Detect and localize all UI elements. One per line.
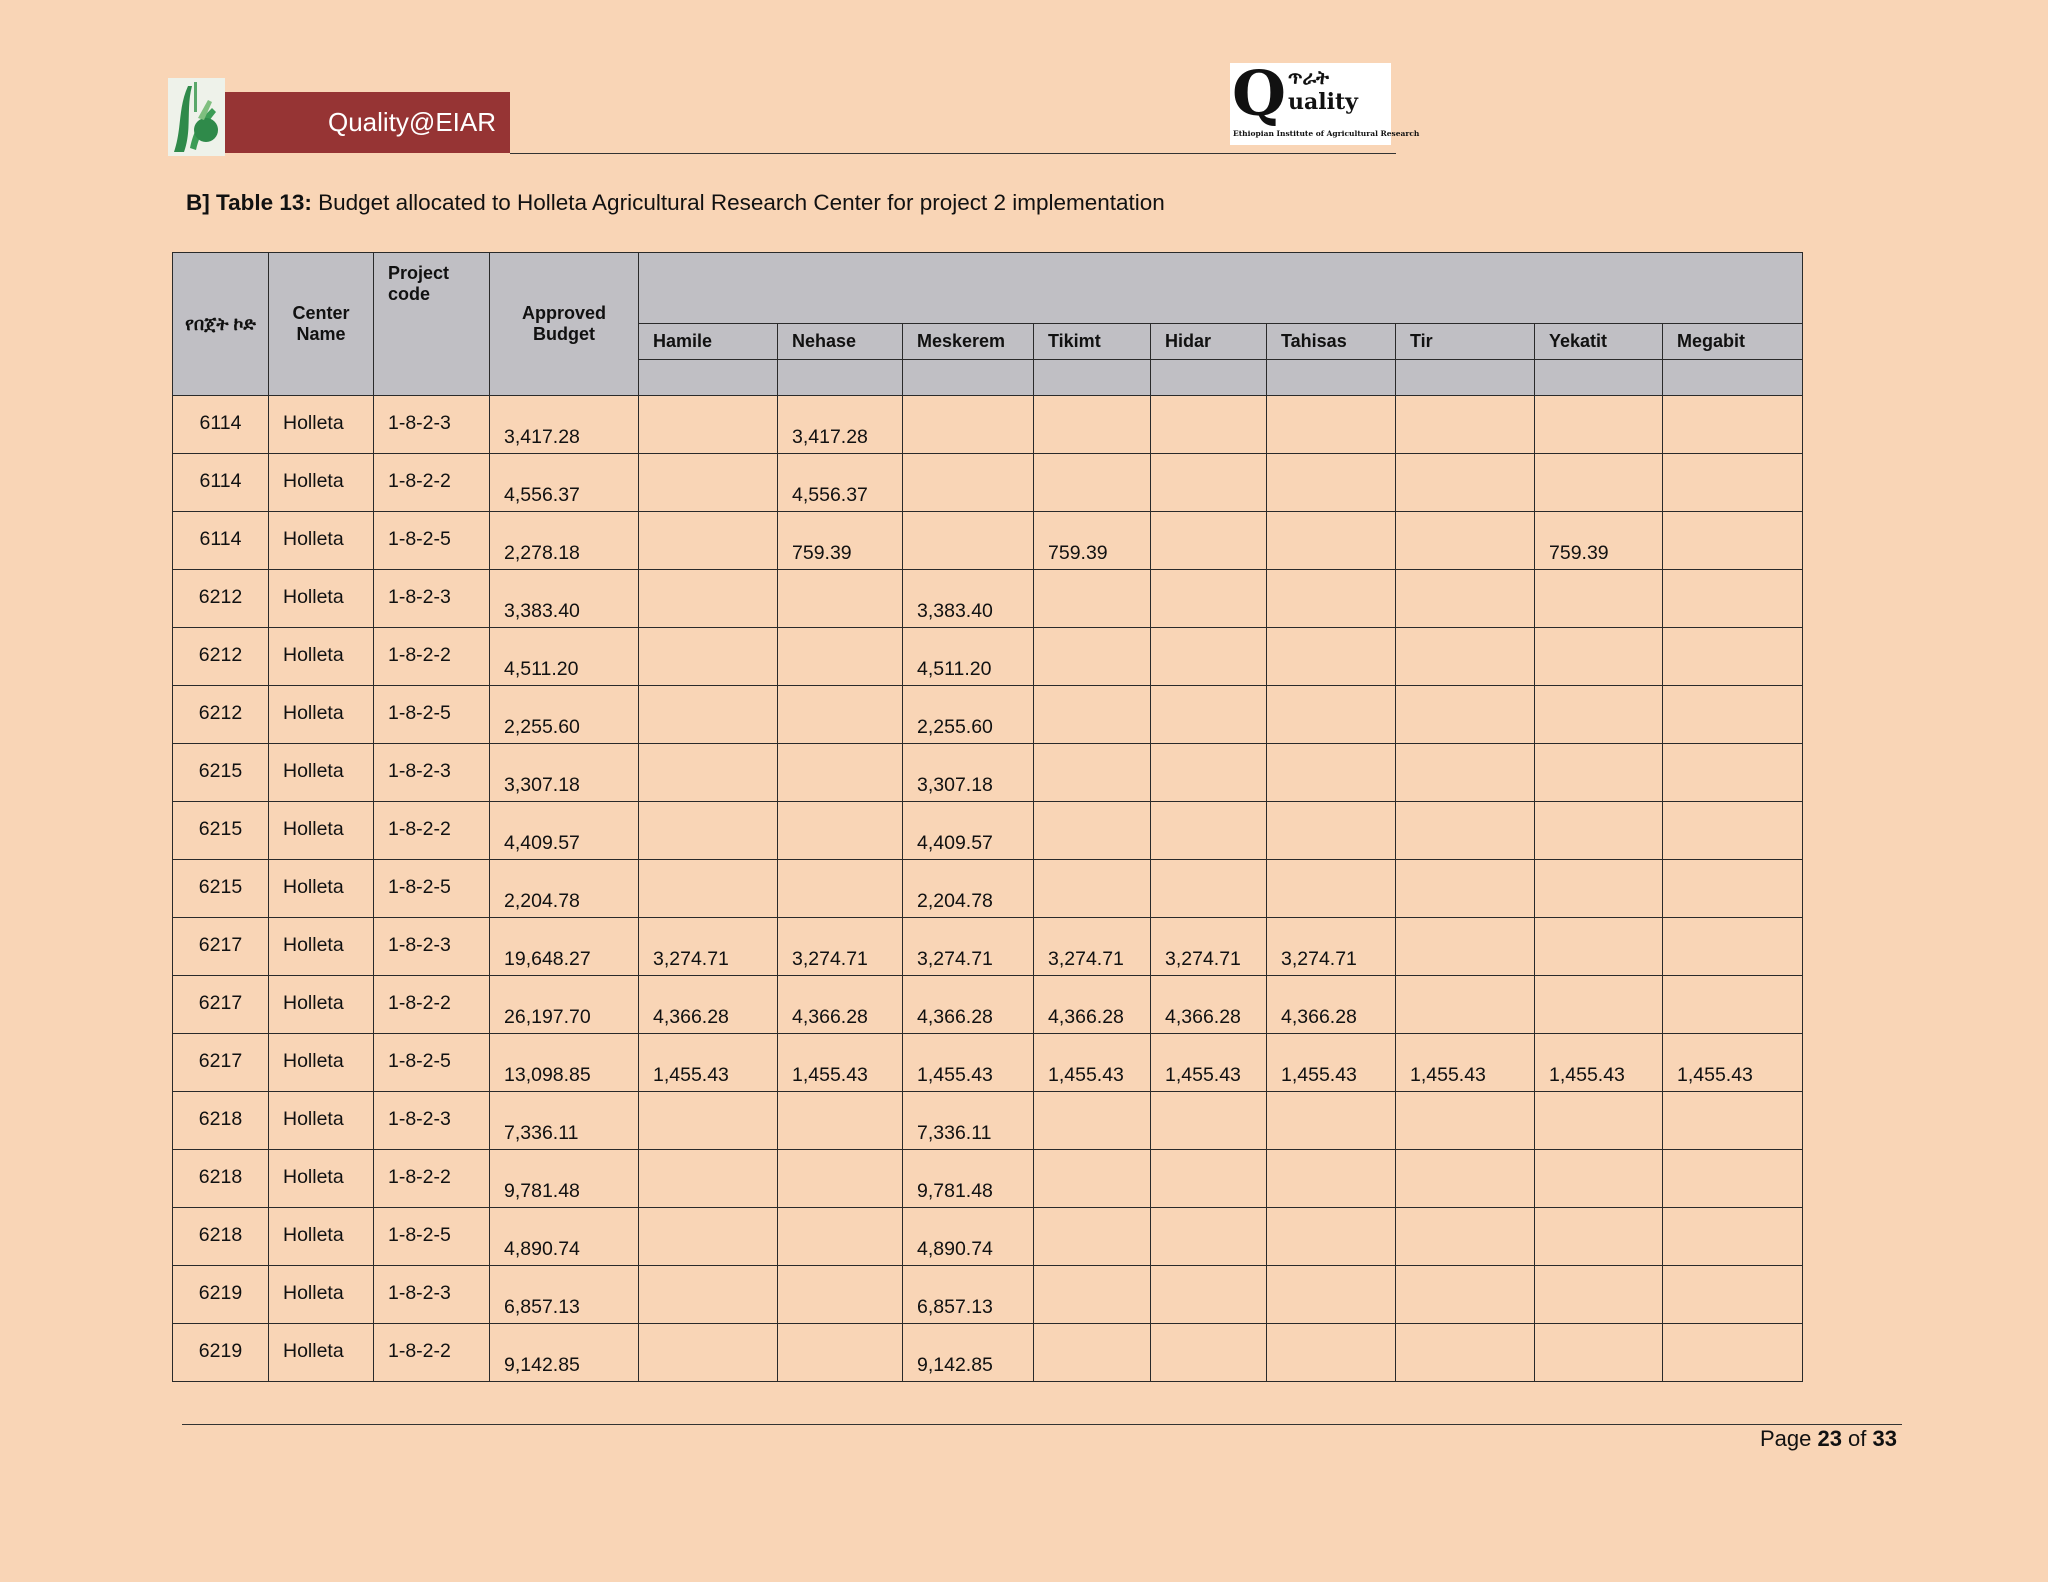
month-value-cell-hidar [1151, 1150, 1267, 1208]
month-value-cell-meskerem [903, 396, 1034, 454]
month-value-cell-hidar [1151, 512, 1267, 570]
budget-table [172, 252, 1803, 1382]
approved-budget-cell: 3,417.28 [490, 396, 639, 454]
month-value-cell-meskerem [903, 454, 1034, 512]
month-value-cell-tikimt [1034, 1150, 1151, 1208]
project-code-cell: 1-8-2-5 [374, 860, 490, 918]
month-value-cell-tahisas [1267, 396, 1396, 454]
header-month-tikimt: Tikimt [1034, 324, 1151, 360]
table-row [173, 1150, 1803, 1208]
month-value-cell-meskerem: 4,890.74 [903, 1208, 1034, 1266]
approved-budget-cell: 9,781.48 [490, 1150, 639, 1208]
month-value-cell-hidar [1151, 1266, 1267, 1324]
month-value-cell-hidar [1151, 744, 1267, 802]
month-value-cell-tahisas [1267, 744, 1396, 802]
month-value-cell-tir [1396, 570, 1535, 628]
month-value-cell-tahisas [1267, 454, 1396, 512]
month-value-cell-tahisas [1267, 570, 1396, 628]
header-month-yekatit: Yekatit [1535, 324, 1663, 360]
month-value-cell-yekatit [1535, 396, 1663, 454]
month-value-cell-tir [1396, 628, 1535, 686]
project-code-cell: 1-8-2-2 [374, 454, 490, 512]
month-value-cell-hamile [639, 512, 778, 570]
header-center-name: Center Name [269, 253, 374, 396]
budget-code-cell: 6114 [173, 454, 269, 512]
month-value-cell-tahisas [1267, 1266, 1396, 1324]
table-row [173, 918, 1803, 976]
header-month-blank-cell [1535, 360, 1663, 396]
month-value-cell-megabit [1663, 628, 1803, 686]
project-code-cell: 1-8-2-3 [374, 570, 490, 628]
quality-logo [1230, 57, 1420, 145]
month-value-cell-hidar: 4,366.28 [1151, 976, 1267, 1034]
center-name-cell: Holleta [269, 802, 374, 860]
header-month-megabit: Megabit [1663, 324, 1803, 360]
month-value-cell-megabit [1663, 396, 1803, 454]
table-row [173, 860, 1803, 918]
month-value-cell-hamile [639, 1324, 778, 1382]
budget-code-cell: 6212 [173, 686, 269, 744]
approved-budget-cell: 26,197.70 [490, 976, 639, 1034]
month-value-cell-hidar [1151, 570, 1267, 628]
month-value-cell-yekatit [1535, 628, 1663, 686]
approved-budget-cell: 2,278.18 [490, 512, 639, 570]
month-value-cell-nehase: 3,417.28 [778, 396, 903, 454]
month-value-cell-hidar [1151, 628, 1267, 686]
month-value-cell-hamile [639, 1150, 778, 1208]
month-value-cell-nehase [778, 1266, 903, 1324]
project-code-cell: 1-8-2-3 [374, 1092, 490, 1150]
center-name-cell: Holleta [269, 1034, 374, 1092]
table-row [173, 1092, 1803, 1150]
header-month-blank-cell [1396, 360, 1535, 396]
table-row [173, 570, 1803, 628]
table-row [173, 396, 1803, 454]
month-value-cell-yekatit: 1,455.43 [1535, 1034, 1663, 1092]
month-value-cell-hamile: 1,455.43 [639, 1034, 778, 1092]
header-month-blank-cell [1267, 360, 1396, 396]
month-value-cell-megabit [1663, 1150, 1803, 1208]
header-month-tir: Tir [1396, 324, 1535, 360]
table-row [173, 454, 1803, 512]
month-value-cell-tikimt: 1,455.43 [1034, 1034, 1151, 1092]
month-value-cell-tikimt: 4,366.28 [1034, 976, 1151, 1034]
month-value-cell-yekatit [1535, 1266, 1663, 1324]
budget-code-cell: 6217 [173, 918, 269, 976]
month-value-cell-tahisas [1267, 686, 1396, 744]
approved-budget-cell: 13,098.85 [490, 1034, 639, 1092]
budget-code-cell: 6114 [173, 512, 269, 570]
month-value-cell-hamile: 3,274.71 [639, 918, 778, 976]
month-value-cell-tir [1396, 744, 1535, 802]
month-value-cell-tir [1396, 686, 1535, 744]
month-value-cell-megabit [1663, 570, 1803, 628]
month-value-cell-nehase: 1,455.43 [778, 1034, 903, 1092]
header-approved-budget: Approved Budget [490, 253, 639, 396]
month-value-cell-tikimt [1034, 570, 1151, 628]
month-value-cell-hidar [1151, 454, 1267, 512]
month-value-cell-yekatit [1535, 1150, 1663, 1208]
month-value-cell-meskerem: 7,336.11 [903, 1092, 1034, 1150]
approved-budget-cell: 4,409.57 [490, 802, 639, 860]
month-value-cell-hidar: 3,274.71 [1151, 918, 1267, 976]
month-value-cell-megabit: 1,455.43 [1663, 1034, 1803, 1092]
month-value-cell-hamile [639, 454, 778, 512]
month-value-cell-hidar [1151, 686, 1267, 744]
header-month-tahisas: Tahisas [1267, 324, 1396, 360]
month-value-cell-megabit [1663, 744, 1803, 802]
month-value-cell-megabit [1663, 860, 1803, 918]
month-value-cell-megabit [1663, 686, 1803, 744]
header-month-blank-cell [639, 360, 778, 396]
month-value-cell-meskerem: 3,383.40 [903, 570, 1034, 628]
budget-code-cell: 6217 [173, 976, 269, 1034]
month-value-cell-yekatit [1535, 1208, 1663, 1266]
month-value-cell-megabit [1663, 918, 1803, 976]
quality-logo-letter: Q [1232, 57, 1287, 130]
month-value-cell-nehase [778, 1324, 903, 1382]
header-budget-code: የበጀት ኮድ [173, 253, 269, 396]
header-project-code: Project code [374, 253, 490, 396]
center-name-cell: Holleta [269, 570, 374, 628]
quality-logo-word: uality [1288, 89, 1358, 115]
table-row [173, 744, 1803, 802]
month-value-cell-tikimt [1034, 454, 1151, 512]
caption-text: Budget allocated to Holleta Agricultural Research Center for project 2 implementation [311, 190, 1165, 215]
approved-budget-cell: 4,511.20 [490, 628, 639, 686]
budget-code-cell: 6212 [173, 570, 269, 628]
project-code-cell: 1-8-2-2 [374, 802, 490, 860]
approved-budget-cell: 3,383.40 [490, 570, 639, 628]
month-value-cell-tahisas [1267, 1150, 1396, 1208]
month-value-cell-hamile [639, 396, 778, 454]
month-value-cell-yekatit [1535, 686, 1663, 744]
month-value-cell-nehase: 4,366.28 [778, 976, 903, 1034]
month-value-cell-tahisas [1267, 1324, 1396, 1382]
month-value-cell-nehase: 3,274.71 [778, 918, 903, 976]
month-value-cell-yekatit: 759.39 [1535, 512, 1663, 570]
page-total: 33 [1872, 1426, 1897, 1451]
project-code-cell: 1-8-2-5 [374, 686, 490, 744]
page-number [1760, 1426, 1897, 1452]
month-value-cell-tir [1396, 454, 1535, 512]
month-value-cell-hidar [1151, 860, 1267, 918]
month-value-cell-megabit [1663, 1208, 1803, 1266]
center-name-cell: Holleta [269, 1266, 374, 1324]
month-value-cell-meskerem: 9,142.85 [903, 1324, 1034, 1382]
center-name-cell: Holleta [269, 396, 374, 454]
month-value-cell-tikimt [1034, 860, 1151, 918]
center-name-cell: Holleta [269, 512, 374, 570]
project-code-cell: 1-8-2-2 [374, 976, 490, 1034]
month-value-cell-yekatit [1535, 1324, 1663, 1382]
table-row [173, 1266, 1803, 1324]
month-value-cell-megabit [1663, 512, 1803, 570]
banner-title: Quality@EIAR [328, 107, 496, 137]
header-banner [225, 92, 510, 153]
month-value-cell-hamile [639, 1208, 778, 1266]
budget-code-cell: 6219 [173, 1324, 269, 1382]
table-row [173, 802, 1803, 860]
approved-budget-cell: 2,255.60 [490, 686, 639, 744]
month-value-cell-megabit [1663, 1092, 1803, 1150]
month-value-cell-hamile [639, 686, 778, 744]
month-value-cell-yekatit [1535, 454, 1663, 512]
quality-logo-amharic: ጥራት [1288, 67, 1329, 89]
month-value-cell-nehase [778, 1092, 903, 1150]
project-code-cell: 1-8-2-2 [374, 1150, 490, 1208]
month-value-cell-nehase [778, 1208, 903, 1266]
center-name-cell: Holleta [269, 1092, 374, 1150]
month-value-cell-tir [1396, 1092, 1535, 1150]
month-value-cell-yekatit [1535, 802, 1663, 860]
budget-code-cell: 6217 [173, 1034, 269, 1092]
month-value-cell-tikimt [1034, 802, 1151, 860]
month-value-cell-tikimt [1034, 1324, 1151, 1382]
month-value-cell-meskerem: 3,274.71 [903, 918, 1034, 976]
footer-divider [182, 1424, 1902, 1425]
budget-code-cell: 6219 [173, 1266, 269, 1324]
header-month-blank-cell [778, 360, 903, 396]
month-value-cell-megabit [1663, 454, 1803, 512]
month-value-cell-tikimt: 759.39 [1034, 512, 1151, 570]
center-name-cell: Holleta [269, 1150, 374, 1208]
project-code-cell: 1-8-2-3 [374, 1266, 490, 1324]
table-row [173, 976, 1803, 1034]
project-code-cell: 1-8-2-3 [374, 396, 490, 454]
month-value-cell-hamile [639, 802, 778, 860]
header-divider [510, 153, 1396, 154]
header-month-group [639, 253, 1803, 324]
month-value-cell-meskerem: 3,307.18 [903, 744, 1034, 802]
project-code-cell: 1-8-2-3 [374, 918, 490, 976]
month-value-cell-megabit [1663, 802, 1803, 860]
month-value-cell-hidar [1151, 802, 1267, 860]
table-row [173, 512, 1803, 570]
month-value-cell-tahisas: 4,366.28 [1267, 976, 1396, 1034]
approved-budget-cell: 9,142.85 [490, 1324, 639, 1382]
month-value-cell-tir [1396, 802, 1535, 860]
table-row [173, 686, 1803, 744]
center-name-cell: Holleta [269, 976, 374, 1034]
month-value-cell-meskerem [903, 512, 1034, 570]
month-value-cell-nehase [778, 744, 903, 802]
table-row [173, 1208, 1803, 1266]
month-value-cell-hamile: 4,366.28 [639, 976, 778, 1034]
month-value-cell-tahisas [1267, 628, 1396, 686]
caption-label: B] Table 13: [186, 190, 312, 215]
month-value-cell-nehase [778, 860, 903, 918]
project-code-cell: 1-8-2-2 [374, 628, 490, 686]
month-value-cell-yekatit [1535, 860, 1663, 918]
center-name-cell: Holleta [269, 454, 374, 512]
month-value-cell-tahisas [1267, 1092, 1396, 1150]
month-value-cell-nehase [778, 628, 903, 686]
month-value-cell-nehase [778, 686, 903, 744]
project-code-cell: 1-8-2-5 [374, 1208, 490, 1266]
month-value-cell-megabit [1663, 1324, 1803, 1382]
month-value-cell-nehase [778, 570, 903, 628]
month-value-cell-hamile [639, 1266, 778, 1324]
table-caption [186, 190, 1165, 216]
month-value-cell-tikimt [1034, 1208, 1151, 1266]
month-value-cell-nehase: 4,556.37 [778, 454, 903, 512]
month-value-cell-meskerem: 4,511.20 [903, 628, 1034, 686]
project-code-cell: 1-8-2-5 [374, 1034, 490, 1092]
month-value-cell-tahisas [1267, 802, 1396, 860]
page-of: of [1841, 1426, 1873, 1451]
month-value-cell-yekatit [1535, 976, 1663, 1034]
month-value-cell-tir [1396, 918, 1535, 976]
header-month-nehase: Nehase [778, 324, 903, 360]
budget-code-cell: 6212 [173, 628, 269, 686]
approved-budget-cell: 4,556.37 [490, 454, 639, 512]
month-value-cell-hidar [1151, 1208, 1267, 1266]
month-value-cell-tir [1396, 976, 1535, 1034]
header-month-blank-cell [1663, 360, 1803, 396]
quality-logo-institute: Ethiopian Institute of Agricultural Research [1233, 129, 1420, 138]
month-value-cell-tir [1396, 860, 1535, 918]
month-value-cell-nehase [778, 1150, 903, 1208]
month-value-cell-tikimt: 3,274.71 [1034, 918, 1151, 976]
month-value-cell-hamile [639, 744, 778, 802]
table-row [173, 1324, 1803, 1382]
month-value-cell-tahisas: 3,274.71 [1267, 918, 1396, 976]
eiar-logo [168, 78, 225, 156]
month-value-cell-meskerem: 1,455.43 [903, 1034, 1034, 1092]
month-value-cell-hamile [639, 570, 778, 628]
month-value-cell-hidar [1151, 1092, 1267, 1150]
month-value-cell-yekatit [1535, 918, 1663, 976]
page-current: 23 [1817, 1426, 1842, 1451]
month-value-cell-tir [1396, 1266, 1535, 1324]
approved-budget-cell: 3,307.18 [490, 744, 639, 802]
month-value-cell-tikimt [1034, 1266, 1151, 1324]
month-value-cell-tikimt [1034, 686, 1151, 744]
header-month-meskerem: Meskerem [903, 324, 1034, 360]
month-value-cell-tahisas: 1,455.43 [1267, 1034, 1396, 1092]
month-value-cell-hamile [639, 628, 778, 686]
month-value-cell-tikimt [1034, 1092, 1151, 1150]
center-name-cell: Holleta [269, 686, 374, 744]
month-value-cell-yekatit [1535, 1092, 1663, 1150]
approved-budget-cell: 2,204.78 [490, 860, 639, 918]
center-name-cell: Holleta [269, 918, 374, 976]
header-month-blank-cell [1151, 360, 1267, 396]
month-value-cell-hidar [1151, 1324, 1267, 1382]
month-value-cell-hidar [1151, 396, 1267, 454]
header-month-hamile: Hamile [639, 324, 778, 360]
month-value-cell-tahisas [1267, 860, 1396, 918]
month-value-cell-tir: 1,455.43 [1396, 1034, 1535, 1092]
approved-budget-cell: 4,890.74 [490, 1208, 639, 1266]
month-value-cell-tahisas [1267, 512, 1396, 570]
month-value-cell-meskerem: 4,409.57 [903, 802, 1034, 860]
center-name-cell: Holleta [269, 860, 374, 918]
approved-budget-cell: 7,336.11 [490, 1092, 639, 1150]
header-month-blank-cell [903, 360, 1034, 396]
month-value-cell-nehase [778, 802, 903, 860]
month-value-cell-meskerem: 4,366.28 [903, 976, 1034, 1034]
approved-budget-cell: 6,857.13 [490, 1266, 639, 1324]
month-value-cell-nehase: 759.39 [778, 512, 903, 570]
month-value-cell-hidar: 1,455.43 [1151, 1034, 1267, 1092]
month-value-cell-hamile [639, 1092, 778, 1150]
month-value-cell-tir [1396, 512, 1535, 570]
center-name-cell: Holleta [269, 628, 374, 686]
header-month-blank-cell [1034, 360, 1151, 396]
month-value-cell-hamile [639, 860, 778, 918]
budget-code-cell: 6215 [173, 744, 269, 802]
page-word: Page [1759, 1426, 1818, 1451]
month-value-cell-meskerem: 6,857.13 [903, 1266, 1034, 1324]
budget-code-cell: 6215 [173, 860, 269, 918]
month-value-cell-meskerem: 2,255.60 [903, 686, 1034, 744]
month-value-cell-tikimt [1034, 396, 1151, 454]
month-value-cell-meskerem: 2,204.78 [903, 860, 1034, 918]
budget-code-cell: 6218 [173, 1150, 269, 1208]
month-value-cell-tir [1396, 396, 1535, 454]
project-code-cell: 1-8-2-5 [374, 512, 490, 570]
month-value-cell-megabit [1663, 1266, 1803, 1324]
month-value-cell-tir [1396, 1324, 1535, 1382]
month-value-cell-tir [1396, 1150, 1535, 1208]
table-row [173, 628, 1803, 686]
center-name-cell: Holleta [269, 1208, 374, 1266]
month-value-cell-tikimt [1034, 744, 1151, 802]
month-value-cell-yekatit [1535, 744, 1663, 802]
approved-budget-cell: 19,648.27 [490, 918, 639, 976]
budget-code-cell: 6218 [173, 1092, 269, 1150]
budget-code-cell: 6218 [173, 1208, 269, 1266]
header-month-hidar: Hidar [1151, 324, 1267, 360]
project-code-cell: 1-8-2-2 [374, 1324, 490, 1382]
center-name-cell: Holleta [269, 1324, 374, 1382]
month-value-cell-yekatit [1535, 570, 1663, 628]
month-value-cell-meskerem: 9,781.48 [903, 1150, 1034, 1208]
budget-code-cell: 6215 [173, 802, 269, 860]
month-value-cell-tir [1396, 1208, 1535, 1266]
project-code-cell: 1-8-2-3 [374, 744, 490, 802]
month-value-cell-tahisas [1267, 1208, 1396, 1266]
table-row [173, 1034, 1803, 1092]
month-value-cell-megabit [1663, 976, 1803, 1034]
month-value-cell-tikimt [1034, 628, 1151, 686]
center-name-cell: Holleta [269, 744, 374, 802]
budget-code-cell: 6114 [173, 396, 269, 454]
